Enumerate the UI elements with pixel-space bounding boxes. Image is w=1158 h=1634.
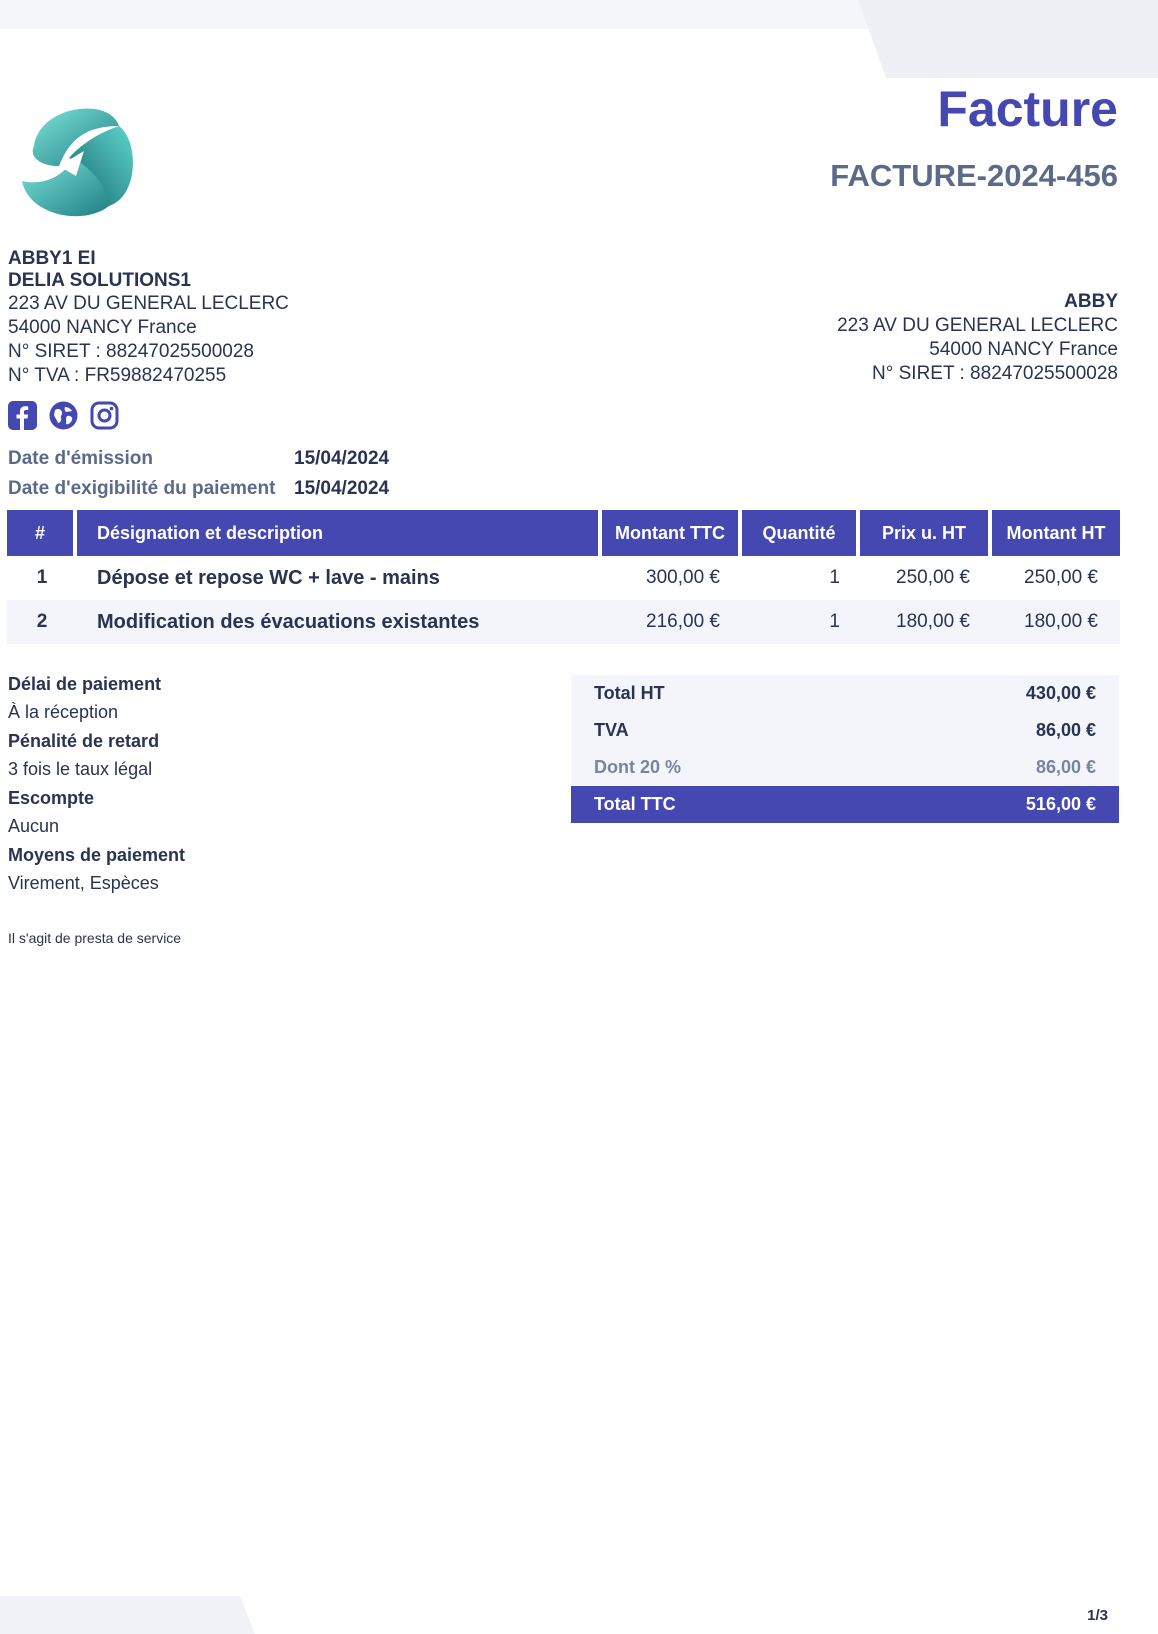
column-header-number: # — [7, 510, 77, 556]
row-amount-ht: 250,00 € — [1024, 567, 1098, 588]
client-siret: N° SIRET : 88247025500028 — [872, 363, 1118, 384]
issuer-tva: N° TVA : FR59882470255 — [8, 365, 227, 386]
header-corner-shape — [858, 0, 1158, 78]
late-penalty-label: Pénalité de retard — [8, 731, 160, 751]
due-date-row — [8, 474, 389, 504]
column-header-amount-ttc: Montant TTC — [602, 510, 742, 556]
issuer-company: DELIA SOLUTIONS1 — [8, 270, 191, 291]
column-header-unit-price: Prix u. HT — [860, 510, 992, 556]
issuer-address: 223 AV DU GENERAL LECLERC — [8, 293, 289, 314]
table-row — [7, 600, 1120, 644]
total-ttc-value: 516,00 € — [1025, 794, 1096, 814]
issuer-city: 54000 NANCY France — [8, 317, 197, 338]
column-header-quantity: Quantité — [742, 510, 860, 556]
table-row — [7, 556, 1120, 600]
dates-block — [8, 444, 389, 504]
company-logo — [14, 96, 140, 222]
total-ht-row — [571, 675, 1119, 712]
row-description: Dépose et repose WC + lave - mains — [97, 566, 440, 589]
client-name: ABBY — [1064, 291, 1118, 312]
tva-rate-value: 86,00 € — [1035, 757, 1096, 777]
payment-delay-value: À la réception — [8, 702, 119, 722]
page-indicator: 1/3 — [1087, 1607, 1108, 1624]
client-city: 54000 NANCY France — [929, 339, 1118, 360]
issue-date-row — [8, 444, 389, 474]
row-amount-ht: 180,00 € — [992, 600, 1120, 644]
tva-value: 86,00 € — [1035, 720, 1096, 740]
column-header-amount-ht: Montant HT — [992, 510, 1120, 556]
row-unit-price: 250,00 € — [896, 567, 970, 588]
row-quantity: 1 — [829, 567, 840, 588]
invoice-note: Il s'agit de presta de service — [8, 930, 182, 946]
row-number: 1 — [36, 567, 48, 588]
payment-terms — [8, 670, 185, 898]
table-header-row — [7, 510, 1120, 556]
issuer-block — [8, 248, 289, 388]
issue-date-value: 15/04/2024 — [294, 448, 390, 469]
total-ht-label: Total HT — [594, 683, 665, 703]
facebook-icon[interactable] — [8, 401, 37, 430]
discount-label: Escompte — [8, 788, 95, 808]
total-ht-value: 430,00 € — [1025, 683, 1096, 703]
discount-value: Aucun — [8, 816, 60, 836]
invoice-items-table — [7, 510, 1120, 644]
instagram-icon[interactable] — [90, 401, 119, 430]
payment-methods-label: Moyens de paiement — [8, 845, 186, 865]
tva-label: TVA — [594, 720, 629, 740]
column-header-description: Désignation et description — [77, 510, 602, 556]
issue-date-label: Date d'émission — [8, 448, 153, 469]
tva-rate-label: Dont 20 % — [594, 757, 682, 777]
total-ttc-label: Total TTC — [594, 794, 676, 814]
payment-methods-value: Virement, Espèces — [8, 873, 159, 893]
row-quantity: 1 — [742, 600, 860, 644]
due-date-value: 15/04/2024 — [294, 478, 390, 499]
issuer-siret: N° SIRET : 88247025500028 — [8, 341, 254, 362]
tva-rate-row — [571, 749, 1119, 786]
social-links — [8, 401, 119, 430]
document-title: Facture — [937, 81, 1118, 137]
issuer-name: ABBY1 EI — [8, 248, 96, 269]
total-ttc-row — [571, 786, 1119, 823]
client-block — [837, 290, 1118, 386]
late-penalty-value: 3 fois le taux légal — [8, 759, 153, 779]
row-amount-ttc: 216,00 € — [602, 600, 742, 644]
row-description: Modification des évacuations existantes — [77, 600, 602, 644]
invoice-number: FACTURE-2024-456 — [830, 158, 1118, 193]
row-unit-price: 180,00 € — [860, 600, 992, 644]
totals-block — [571, 675, 1119, 823]
payment-delay-label: Délai de paiement — [8, 674, 162, 694]
due-date-label: Date d'exigibilité du paiement — [8, 478, 276, 499]
row-amount-ttc: 300,00 € — [646, 567, 720, 588]
tva-row — [571, 712, 1119, 749]
client-address: 223 AV DU GENERAL LECLERC — [837, 315, 1118, 336]
footer-corner-shape — [0, 1596, 255, 1634]
row-number: 2 — [7, 600, 77, 644]
globe-icon[interactable] — [49, 401, 78, 430]
